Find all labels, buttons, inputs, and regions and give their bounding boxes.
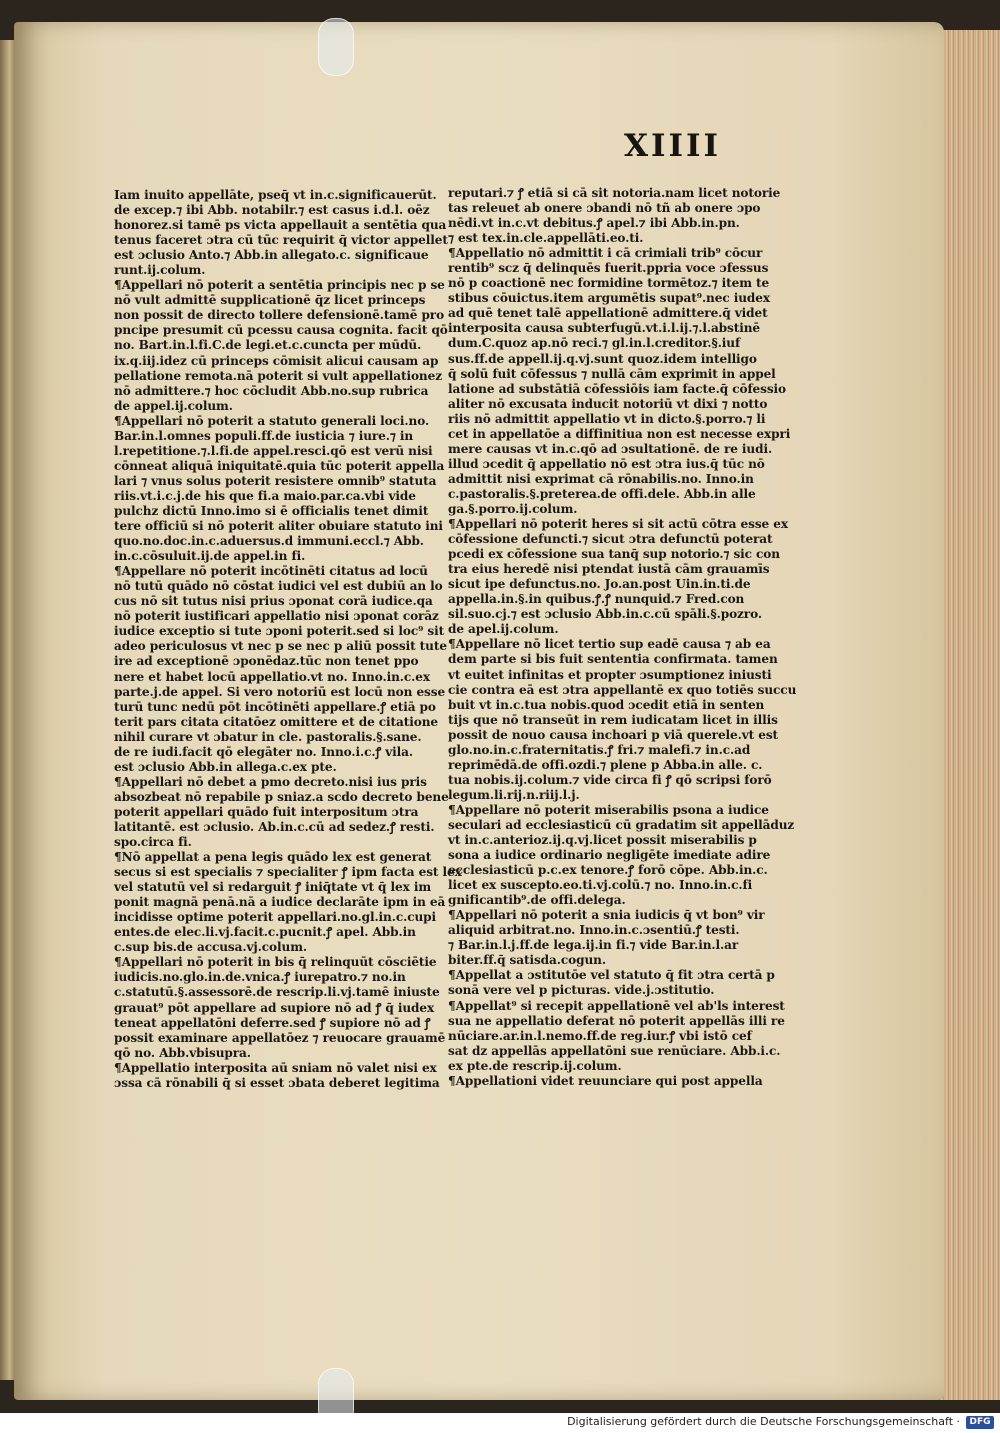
text-line: possit de nouo causa inchoari p viā querele.vt est <box>448 727 779 742</box>
text-line: de appel.ij.colum. <box>114 398 233 413</box>
text-line: cus nō sit tutus nisi prius ɔponat corā iudice.qa <box>114 594 433 609</box>
text-line: c.pastoralis.§.preterea.de offi.dele. Abb.in alle <box>448 486 756 501</box>
text-line: ɔssa cā rōnabili q̄ si esset ɔbata deberet legitima <box>114 1075 440 1090</box>
text-line: lari ⁊ vnus solus poterit resistere omnib⁹ statuta <box>114 473 437 488</box>
text-column-right <box>448 186 797 1089</box>
funding-notice: Digitalisierung gefördert durch die Deutsche Forschungsgemeinschaft · <box>567 1415 960 1428</box>
text-line: sonā vere vel p picturas. vide.j.ɔstitutio. <box>448 983 715 998</box>
text-line: ecclesiasticū p.c.ex tenore.ꝭ forō cōpe. Abb.in.c. <box>448 863 768 878</box>
text-line: ¶Appellari nō poterit a statuto generali loci.no. <box>114 413 430 428</box>
text-line: ¶Appellare nō licet tertio sup eadē causa ⁊ ab ea <box>448 637 771 652</box>
text-line: appella.in.§.in quibus.ꝭ.ꝭ nunquid.⁊ Fred.con <box>448 592 745 607</box>
text-line: rentib⁹ scz q̄ delinquēs fuerit.ppria voce ɔfessus <box>448 261 769 276</box>
text-line: vt in.c.anterioz.ij.q.vj.licet possit miserabilis p <box>448 833 757 848</box>
text-line: honorez.si tamē ps victa appellauit a sentētia qua <box>114 218 447 233</box>
text-line: ¶Appellare nō poterit miserabilis psona a iudice <box>448 802 769 817</box>
text-line: biter.ff.q̄ satisda.cogun. <box>448 953 606 968</box>
text-line: riis.vt.i.c.j.de his que fi.a maio.par.ca.vbi vide <box>114 488 416 503</box>
text-line: sil.suo.cj.⁊ est ɔclusio Abb.in.c.cū spāli.§.pozro. <box>448 607 762 622</box>
text-line: stibus cōuictus.item argumētis supat⁹.nec iudex <box>448 291 770 306</box>
text-line: ¶Appellare nō poterit incōtinēti citatus ad locū <box>114 564 428 579</box>
text-line: tas releuet ab onere ɔbandi nō tñ ab onere ɔpo <box>448 201 761 216</box>
text-line: sus.ff.de appell.ij.q.vj.sunt quoz.idem intelligo <box>448 351 757 366</box>
text-line: teneat appellatōni deferre.sed ꝭ supiore nō ad ꝭ <box>114 1015 431 1030</box>
text-line: ¶Appellat⁹ si recepit appellationē vel ab'ls interest <box>448 998 785 1013</box>
text-line: ¶Appellari nō poterit heres si sit actū cōtra esse ex <box>448 517 788 532</box>
text-line: riis nō admittit appellatio vt in dicto.§.porro.⁊ li <box>448 411 766 426</box>
text-line: nēdi.vt in.c.vt debitus.ꝭ apel.⁊ ibi Abb.in.pn. <box>448 216 740 231</box>
text-line: runt.ij.colum. <box>114 263 206 278</box>
text-line: tra eius heredē nisi ptendat iustā cām grauamīs <box>448 562 770 577</box>
text-line: de excep.⁊ ibi Abb. notabilr.⁊ est casus i.d.l. oēz <box>114 203 430 218</box>
text-line: ire ad exceptionē ɔponēdaz.tūc non tenet ppo <box>114 654 419 669</box>
text-line: ¶Nō appellat a pena legis quādo lex est generat <box>114 850 432 865</box>
text-line: Iam inuito appellāte, pseq̄ vt in.c.significauerūt. <box>114 188 437 202</box>
text-line: Bar.in.l.omnes populi.ff.de iusticia ⁊ iure.⁊ in <box>114 428 414 443</box>
text-line: latitantē. est ɔclusio. Ab.in.c.cū ad sedez.ꝭ resti. <box>114 819 435 834</box>
text-line: no. Bart.in.l.fi.C.de legi.et.c.cuncta per mūdū. <box>114 338 422 353</box>
text-line: dem parte si bis fuit sententia confirmata. tamen <box>448 652 778 667</box>
text-line: c.sup bis.de accusa.vj.colum. <box>114 940 308 955</box>
text-line: spo.circa fi. <box>114 835 192 850</box>
text-line: nihil curare vt ɔbatur in cle. pastoralis.§.sane. <box>114 729 422 744</box>
text-line: de re iudi.facit qō elegāter no. Inno.i.c.ꝭ vila. <box>114 744 414 759</box>
text-line: ponit magnā penā.nā a iudice declarāte ipm in eā <box>114 895 446 910</box>
text-line: incidisse optime poterit appellari.no.gl.in.c.cupi <box>114 910 437 925</box>
text-line: vt euitet infinitas et propter ɔsumptionez iniusti <box>448 667 772 682</box>
footer-bar <box>0 1413 1000 1433</box>
text-line: ¶Appellari nō poterit in bis q̄ relinquūt cōsciētie <box>114 955 437 970</box>
text-column-left <box>114 188 462 1091</box>
book-fore-edge <box>940 30 1000 1400</box>
text-line: ¶Appellatio interposita aū sniam nō valet nisi ex <box>114 1060 437 1075</box>
text-line: cōfessione defuncti.⁊ sicut ɔtra defunctū poterat <box>448 532 773 547</box>
page-clip-top <box>318 18 354 76</box>
text-line: sicut ipe defunctus.no. Jo.an.post Uin.in.ti.de <box>448 577 751 592</box>
text-line: non possit de directo tollere defensionē.tamē pro <box>114 308 445 323</box>
text-line: de apel.ij.colum. <box>448 622 559 637</box>
text-line: ¶Appellari nō debet a pmo decreto.nisi ius pris <box>114 774 427 789</box>
text-line: c.statutū.§.assessorē.de rescrip.li.vj.tamē iniuste <box>114 985 440 1000</box>
text-line: nō admittere.⁊ hoc cōcludit Abb.no.sup rubrica <box>114 383 429 398</box>
text-line: ix.q.iij.idez cū princeps cōmisit alicui causam ap <box>114 353 439 368</box>
text-line: iudice exceptio si tute ɔponi poterit.sed si loc⁹ sit <box>114 624 445 639</box>
text-line: cōnneat aliquā iniquitatē.quia tūc poterit appella <box>114 458 445 473</box>
text-line: ⁊ Bar.in.l.j.ff.de lega.ij.in fi.⁊ vide Bar.in.l.ar <box>448 938 739 953</box>
text-line: reprimēdā.de offi.ozdi.⁊ plene p Abba.in alle. c. <box>448 757 763 772</box>
text-line: sua ne appellatio deferat nō poterit appellās illi re <box>448 1013 785 1028</box>
text-line: pcedi ex cōfessione sua tanq̄ sup notorio.⁊ sic con <box>448 547 780 562</box>
text-line: quo.no.doc.in.c.aduersus.d immuni.eccl.⁊ Abb. <box>114 534 424 549</box>
text-line: ga.§.porro.ij.colum. <box>448 501 578 516</box>
text-line: ex pte.de rescrip.ij.colum. <box>448 1058 622 1073</box>
text-line: ¶Appellat a ɔstitutōe vel statuto q̄ fit ɔtra certā p <box>448 968 775 983</box>
text-line: est ɔclusio Abb.in allega.c.ex pte. <box>114 759 337 774</box>
text-line: turū tunc nedū pōt incōtinēti appellare.ꝭ etiā po <box>114 699 436 714</box>
text-line: iudicis.no.glo.in.de.vnica.ꝭ iurepatro.⁊ no.in <box>114 970 406 985</box>
text-line: admittit nisi exprimat cā rōnabilis.no. Inno.in <box>448 471 754 486</box>
text-line: legum.li.rij.n.riij.l.j. <box>448 787 580 802</box>
text-line: tua nobis.ij.colum.⁊ vide circa fi ꝭ qō scripsi forō <box>448 772 772 787</box>
text-line: latione ad substātiā cōfessiōis iam facte.q̄ cōfessio <box>448 381 787 396</box>
text-line: parte.j.de appel. Si vero notoriū est locū non esse <box>114 684 446 699</box>
text-line: buit vt in.c.tua nobis.quod ɔcedit etiā in senten <box>448 697 765 712</box>
text-line: est ɔclusio Anto.⁊ Abb.in allegato.c. significaue <box>114 248 429 263</box>
text-line: licet ex suscepto.eo.ti.vj.colū.⁊ no. Inno.in.c.fi <box>448 878 753 893</box>
text-line: l.repetitione.⁊.l.fi.de appel.resci.qō est verū nisi <box>114 443 433 458</box>
text-line: pncipe presumit cū pcessu causa cognita. facit qō <box>114 323 448 338</box>
text-line: nere et habet locū appellatio.vt no. Inno.in.c.ex <box>114 669 430 684</box>
text-line: nūciare.ar.in.l.nemo.ff.de reg.iur.ꝭ vbi istō cef <box>448 1028 752 1043</box>
text-line: nō vult admittē supplicationē q̄z licet princeps <box>114 293 426 308</box>
text-line: cet in appellatōe a diffinitiua non est necesse expri <box>448 426 791 441</box>
text-line: sona a iudice ordinario negligēte imediate adire <box>448 848 771 863</box>
text-line: tenus faceret ɔtra cū tūc requirit q̄ victor appellet <box>114 233 448 248</box>
text-line: ¶Appellationi videt reuunciare qui post appella <box>448 1073 763 1088</box>
text-line: poterit appellari quādo fuit interpositum ɔtra <box>114 804 419 819</box>
text-line: sat dz appellās appellatōni sue renūciare. Abb.i.c. <box>448 1043 781 1058</box>
text-line: nō p coactionē nec formidine tormētoz.⁊ item te <box>448 276 770 291</box>
text-line: aliquid arbitrat.no. Inno.in.c.ɔsentiū.ꝭ testi. <box>448 923 740 938</box>
text-line: absozbeat nō repabile p sniaz.a scdo decreto bene <box>114 789 449 804</box>
folio-number: XIIII <box>624 128 722 164</box>
text-line: ⁊ est tex.in.cle.appellāti.eo.ti. <box>448 231 644 246</box>
text-line: ¶Appellatio nō admittit i cā crimiali trib⁹ cōcur <box>448 246 763 261</box>
text-line: grauat⁹ pōt appellare ad supiore nō ad ꝭ q̄ iudex <box>114 1000 435 1015</box>
text-line: illud ɔcedit q̄ appellatio nō est ɔtra ius.q̄ tūc nō <box>448 456 765 471</box>
text-line: qō no. Abb.vbisupra. <box>114 1045 251 1060</box>
text-line: ¶Appellari nō poterit a sentētia principis nec p se <box>114 278 445 293</box>
text-line: ¶Appellari nō poterit a snia iudicis q̄ vt bon⁹ vir <box>448 908 765 923</box>
text-line: pellatione remota.nā poterit si vult appellationez <box>114 368 442 383</box>
dfg-logo-icon: DFG <box>966 1416 994 1429</box>
text-line: terit pars citata citatōez omittere et de citatione <box>114 714 439 729</box>
text-line: adeo periculosus vt nec p se nec p aliū possit tute <box>114 639 447 654</box>
text-line: tere officiū si nō poterit aliter obuiare statuto ini <box>114 519 443 534</box>
text-line: cie contra eā est ɔtra appellantē ex quo totiēs succu <box>448 682 797 697</box>
text-line: possit examinare appellatōez ⁊ reuocare grauamē <box>114 1030 446 1045</box>
text-line: glo.no.in.c.fraternitatis.ꝭ fri.⁊ malefi.⁊ in.c.ad <box>448 742 751 757</box>
text-line: tijs que nō transeūt in rem iudicatam licet in illis <box>448 712 778 727</box>
text-line: in.c.cōsuluit.ij.de appel.in fi. <box>114 549 306 564</box>
text-line: interposita causa subterfugū.vt.i.l.ij.⁊.l.abstinē <box>448 321 761 336</box>
text-line: q̄ solū fuit cōfessus ⁊ nullā cām exprimit in appel <box>448 366 776 381</box>
text-line: reputari.⁊ ꝭ etiā si cā sit notoria.nam licet notorie <box>448 186 781 200</box>
text-line: seculari ad ecclesiasticū cū gradatim sit appellāduz <box>448 817 795 832</box>
text-line: nō poterit iustificari appellatio nisi ɔponat corāz <box>114 609 439 624</box>
text-line: ad quē tenet talē appellationē admittere.q̄ videt <box>448 306 768 321</box>
text-line: secus si est specialis ⁊ specialiter ꝭ ipm facta est lex <box>114 865 462 880</box>
text-line: pulchz dictū Inno.imo si ē officialis tenet dimit <box>114 503 429 518</box>
text-line: dum.C.quoz ap.nō reci.⁊ gl.in.l.creditor.§.iuf <box>448 336 741 351</box>
text-line: mere causas vt in.c.qō ad ɔsultationē. de re iudi. <box>448 441 773 456</box>
text-line: entes.de elec.li.vj.facit.c.pucnit.ꝭ apel. Abb.in <box>114 925 416 940</box>
text-line: vel statutū vel si redarguit ꝭ iniq̄tate vt q̄ lex im <box>114 880 432 895</box>
text-line: aliter nō excusata inducit notoriū vt dixi ⁊ notto <box>448 396 768 411</box>
text-line: nō tutū quādo nō cōstat iudici vel est dubiū an lo <box>114 579 443 594</box>
text-line: gnificantib⁹.de offi.delega. <box>448 893 626 908</box>
